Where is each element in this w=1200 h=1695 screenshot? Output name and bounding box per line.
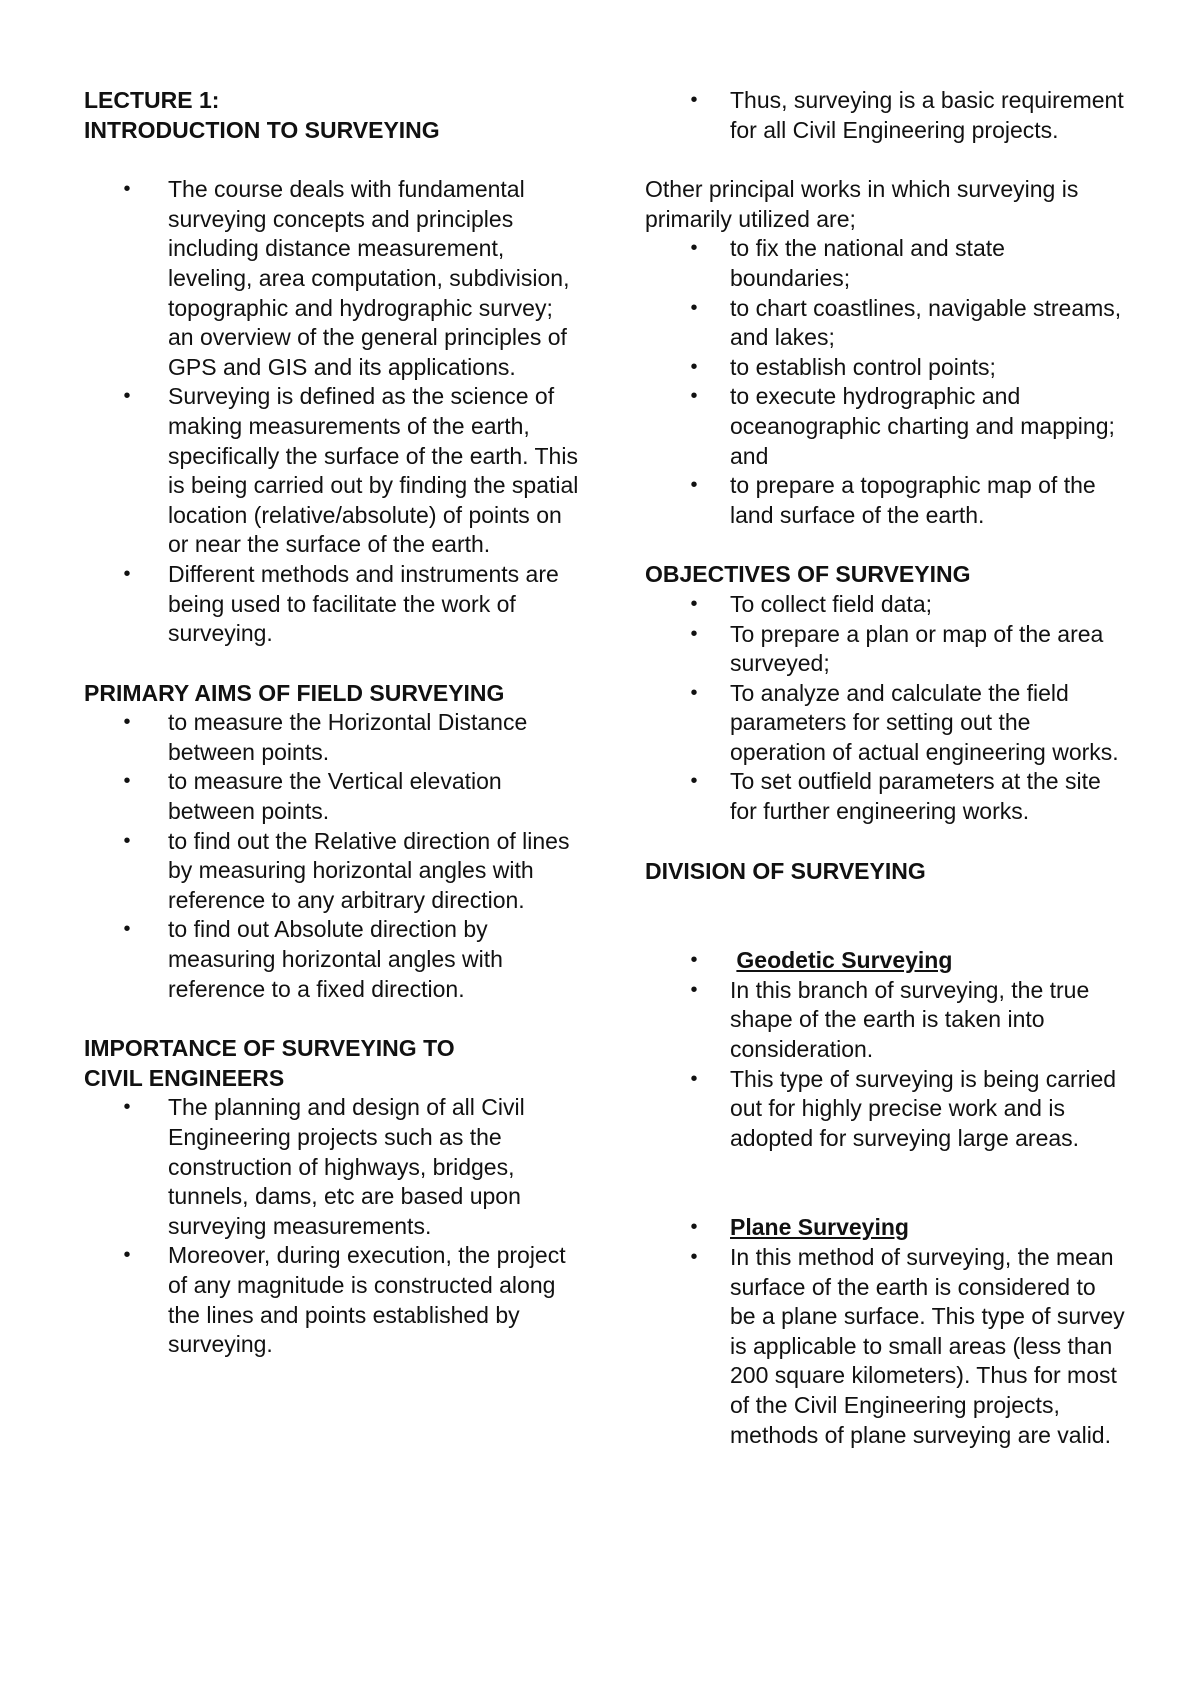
bullet-icon: • (690, 770, 698, 793)
left-column (84, 86, 584, 1360)
geodetic-title: Geodetic Surveying (736, 947, 953, 974)
list-item: • To prepare a plan or map of the area surveyed; (690, 620, 1104, 677)
list-item: • Surveying is defined as the science of making measurements of the earth, specifically the surface of the earth. This is being carried out by finding the spatial location (relative/absolute) of points on or near the surface of the earth. (123, 383, 579, 558)
thus-list (645, 86, 1125, 145)
page-title: INTRODUCTION TO SURVEYING (84, 116, 440, 143)
bullet-icon: • (690, 681, 698, 704)
list-item: • The course deals with fundamental surveying concepts and principles including distance measurement, leveling, area computation, subdivision, topographic and hydrographic survey; an overview of the general principles of GPS and GIS and its applications. (123, 176, 570, 380)
list-item: • to find out Absolute direction by measuring horizontal angles with reference to a fixed direction. (123, 916, 503, 1002)
objectives-list (645, 590, 1125, 827)
list-item: • Moreover, during execution, the project of any magnitude is constructed along the lines and points established by surveying. (123, 1242, 566, 1358)
list-item: • to establish control points; (645, 353, 1125, 383)
bullet-icon: • (690, 622, 698, 645)
list-item: • Thus, surveying is a basic requirement for all Civil Engineering projects. (690, 87, 1124, 143)
list-item: • In this method of surveying, the mean surface of the earth is considered to be a plane surface. This type of survey is applicable to small areas (less than 200 square kilometers). Thus for most of the Civil Engineering projects, methods of plane surveying are valid. (690, 1244, 1125, 1448)
list-item: • to measure the Vertical elevation between points. (123, 768, 502, 825)
bullet-icon: • (690, 296, 698, 319)
bullet-icon: • (123, 770, 131, 793)
other-works-intro: Other principal works in which surveying is primarily utilized are; (645, 176, 1079, 232)
bullet-icon: • (690, 89, 698, 111)
spacer (645, 530, 1125, 560)
intro-list (84, 175, 584, 649)
right-column (645, 86, 1125, 1450)
plane-title: Plane Surveying (730, 1214, 909, 1241)
bullet-icon: • (690, 1067, 698, 1090)
list-item: • This type of surveying is being carried out for highly precise work and is adopted for surveying large areas. (690, 1065, 1117, 1151)
bullet-icon: • (690, 474, 698, 497)
division-heading: DIVISION OF SURVEYING (645, 857, 926, 884)
spacer (84, 145, 584, 175)
plane-list (645, 1213, 1125, 1450)
importance-heading-line1: IMPORTANCE OF SURVEYING TO (84, 1035, 455, 1062)
bullet-icon: • (123, 829, 131, 852)
list-item: • to prepare a topographic map of the land surface of the earth. (690, 472, 1096, 528)
list-item: • The planning and design of all Civil Engineering projects such as the construction of highways, bridges, tunnels, dams, etc are based upon surveying measurements. (123, 1094, 525, 1239)
spacer (645, 145, 1125, 175)
bullet-icon: • (123, 711, 131, 734)
list-item: • Different methods and instruments are being used to facilitate the work of surveying. (123, 560, 559, 647)
list-item: • To set outfield parameters at the site for further engineering works. (690, 768, 1101, 825)
aims-list (84, 708, 584, 1004)
list-item (645, 946, 1125, 976)
bullet-icon: • (690, 1216, 698, 1239)
bullet-icon: • (123, 1096, 131, 1119)
objectives-heading: OBJECTIVES OF SURVEYING (645, 561, 971, 588)
list-item (645, 1213, 1125, 1243)
bullet-icon: • (123, 178, 131, 201)
bullet-icon: • (690, 978, 698, 1001)
spacer (645, 886, 1125, 946)
bullet-icon: • (690, 355, 698, 378)
geodetic-list (645, 946, 1125, 1153)
list-item: • to find out the Relative direction of lines by measuring horizontal angles with reference to any arbitrary direction. (123, 827, 570, 913)
list-item: • to execute hydrographic and oceanographic charting and mapping; and (690, 383, 1115, 469)
bullet-icon: • (123, 918, 131, 941)
bullet-icon: • (690, 385, 698, 408)
spacer (645, 1153, 1125, 1213)
spacer (645, 827, 1125, 857)
bullet-icon: • (123, 1244, 131, 1267)
bullet-icon: • (690, 1246, 698, 1268)
bullet-icon: • (690, 949, 698, 972)
list-item: • To collect field data; (645, 590, 1125, 620)
list-item: • to fix the national and state boundaries; (690, 235, 1005, 291)
importance-list (84, 1093, 584, 1359)
bullet-icon: • (690, 592, 698, 615)
bullet-icon: • (123, 385, 131, 408)
aims-heading: PRIMARY AIMS OF FIELD SURVEYING (84, 679, 505, 706)
list-item: • In this branch of surveying, the true shape of the earth is taken into consideration. (690, 976, 1090, 1063)
bullet-icon: • (690, 237, 698, 260)
list-item: • to measure the Horizontal Distance between points. (123, 709, 528, 765)
other-works-list (645, 234, 1125, 530)
list-item: • To analyze and calculate the field parameters for setting out the operation of actual engineering works. (690, 679, 1119, 765)
lecture-label: LECTURE 1: (84, 87, 220, 113)
spacer (84, 649, 584, 679)
spacer (84, 1004, 584, 1034)
list-item: • to chart coastlines, navigable streams, and lakes; (690, 294, 1122, 351)
bullet-icon: • (123, 562, 131, 585)
importance-heading-line2: CIVIL ENGINEERS (84, 1064, 285, 1091)
